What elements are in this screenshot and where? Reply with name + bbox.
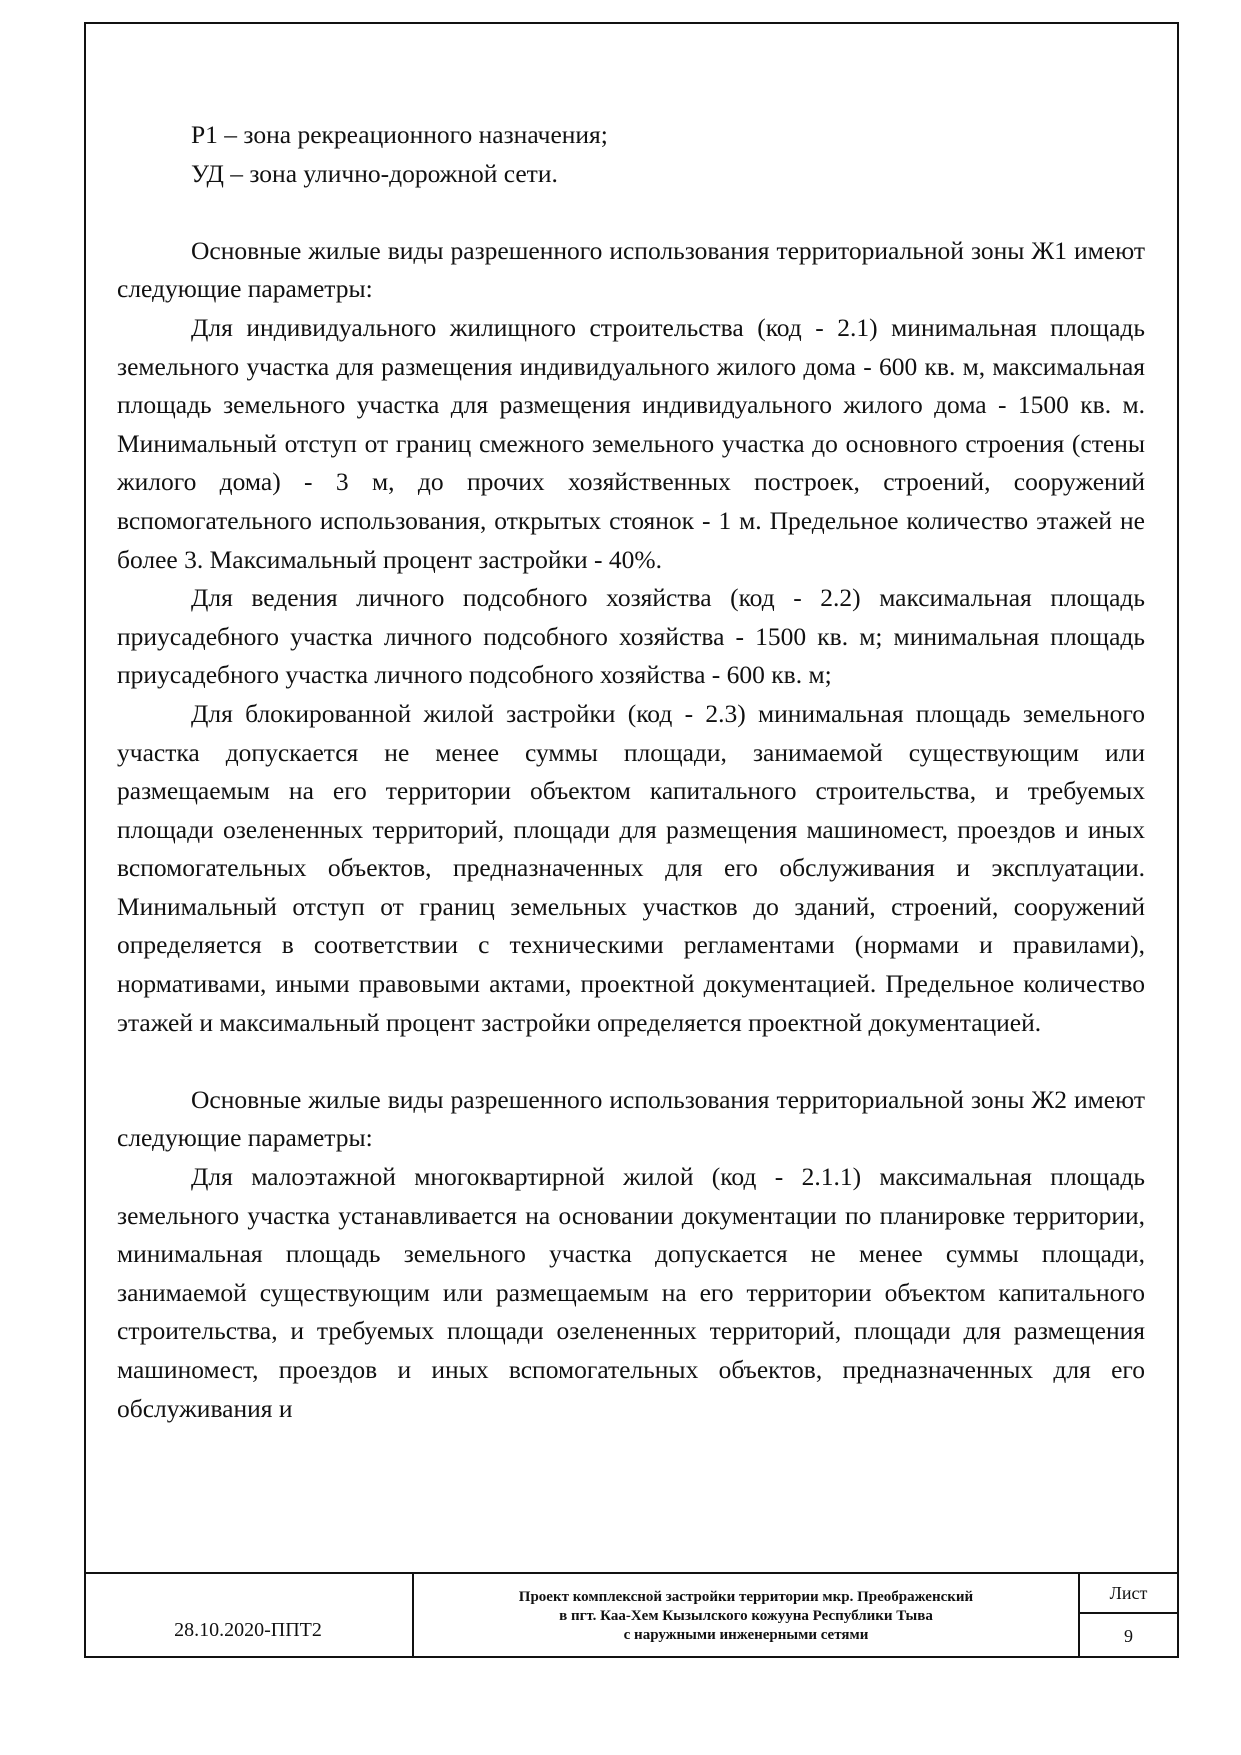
individual-housing-paragraph: Для индивидуального жилищного строительства (код - 2.1) минимальная площадь земельного участка для размещения индивидуального жилого дома - 600 кв. м, максимальная площадь земельного участка для размещения индивидуального жилого дома - 1500 кв. м. Минимальный отступ от границ смежного земельного участка до основного строения (стены жилого дома) - 3 м, до прочих хозяйственных построек, строений, сооружений вспомогательного использования, открытых стоянок - 1 м. Предельное количество этажей не более 3. Максимальный процент застройки - 40%. <box>117 312 1145 574</box>
project-title-line-1: Проект комплексной застройки территории мкр. Преображенский <box>518 1588 974 1605</box>
sheet-number: 9 <box>1124 1625 1133 1646</box>
project-title-line-3: с наружными инженерными сетями <box>623 1626 869 1643</box>
zh2-intro-paragraph: Основные жилые виды разрешенного использования территориальной зоны Ж2 имеют следующие параметры: <box>117 1084 1145 1153</box>
document-body <box>117 116 1145 1428</box>
document-code: 28.10.2020-ППТ2 <box>174 1619 322 1641</box>
zone-ud-line: УД – зона улично-дорожной сети. <box>191 158 558 188</box>
spacer <box>117 1042 1145 1081</box>
project-title-line-2: в пгт. Каа-Хем Кызылского кожууна Республики Тыва <box>559 1607 933 1624</box>
personal-farm-paragraph: Для ведения личного подсобного хозяйства (код - 2.2) максимальная площадь приусадебного участка личного подсобного хозяйства - 1500 кв. м; минимальная площадь приусадебного участка личного подсобного хозяйства - 600 кв. м; <box>117 583 1145 690</box>
title-block <box>84 1572 1179 1658</box>
blocked-housing-paragraph: Для блокированной жилой застройки (код - 2.3) минимальная площадь земельного участка допускается не менее суммы площади, занимаемой существующим или размещаемым на его территории объектом капитального строительства, и требуемых площади озелененных территорий, площади для размещения машиномест, проездов и иных вспомогательных объектов, предназначенных для его обслуживания и эксплуатации. Минимальный отступ от границ земельных участков до зданий, строений, сооружений определяется в соответствии с техническими регламентами (нормами и правилами), нормативами, иными правовыми актами, проектной документацией. Предельное количество этажей и максимальный процент застройки определяется проектной документацией. <box>117 698 1145 1037</box>
sheet-label: Лист <box>1080 1574 1177 1614</box>
low-rise-housing-paragraph: Для малоэтажной многоквартирной жилой (код - 2.1.1) максимальная площадь земельного участка устанавливается на основании документации по планировке территории, минимальная площадь земельного участка допускается не менее суммы площади, занимаемой существующим или размещаемым на его территории объектом капитального строительства, и требуемых площади озелененных территорий, площади для размещения машиномест, проездов и иных вспомогательных объектов, предназначенных для его обслуживания и <box>117 1162 1145 1423</box>
project-title <box>414 1574 1078 1658</box>
spacer <box>117 193 1145 232</box>
zone-r1-line: Р1 – зона рекреационного назначения; <box>191 120 608 149</box>
zh1-intro-paragraph: Основные жилые виды разрешенного использования территориальной зоны Ж1 имеют следующие параметры: <box>117 235 1145 304</box>
